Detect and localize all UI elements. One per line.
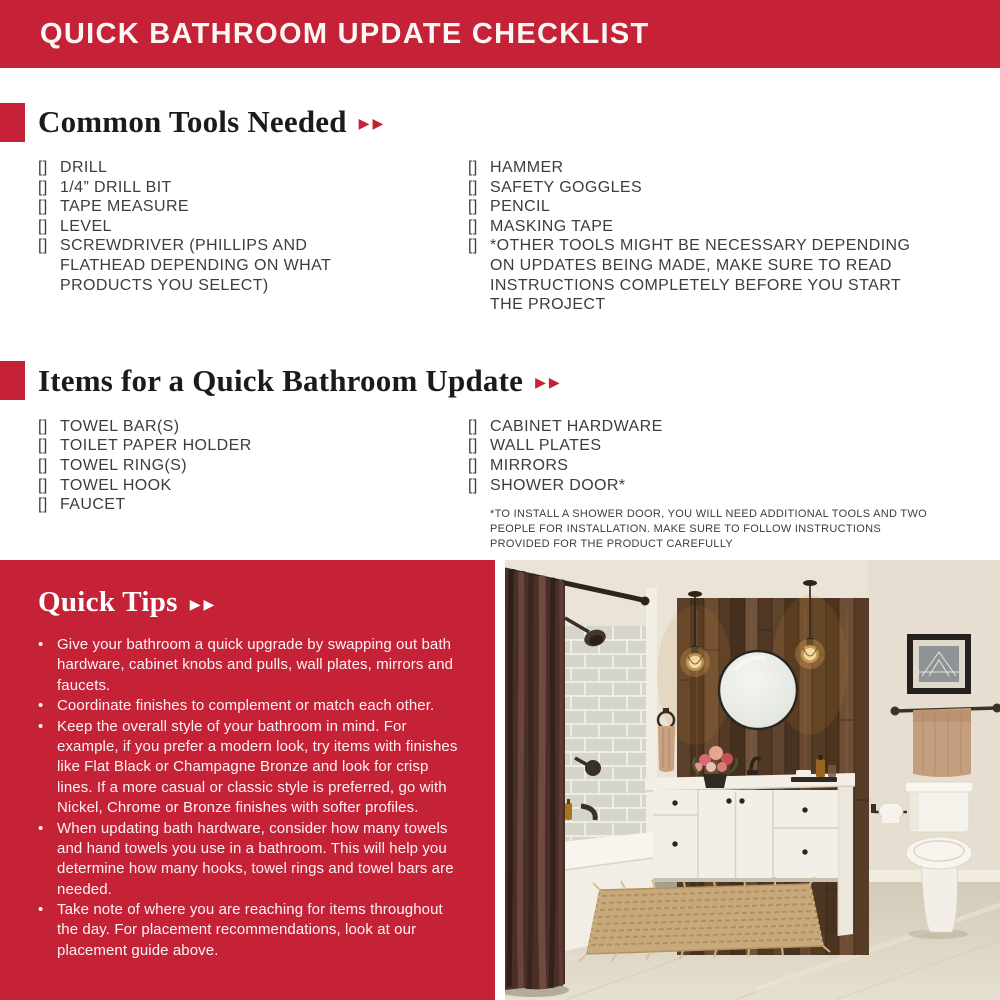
checkbox-icon[interactable]: [] bbox=[38, 159, 48, 176]
checklist-item bbox=[468, 456, 1000, 476]
shower-tile-wall bbox=[557, 588, 657, 876]
section-title-text: Common Tools Needed bbox=[38, 104, 347, 139]
bullet-icon: • bbox=[38, 717, 44, 735]
checkbox-icon[interactable]: [] bbox=[38, 496, 48, 514]
checklist-item bbox=[468, 236, 1000, 314]
tips-title bbox=[38, 586, 217, 619]
checklist-item-label: SHOWER DOOR* bbox=[490, 476, 626, 494]
tips-list bbox=[38, 635, 467, 961]
double-arrow-icon: ▶▶ bbox=[358, 116, 387, 132]
tools-columns bbox=[0, 158, 1000, 315]
checklist-item-label: DRILL bbox=[60, 159, 108, 176]
checklist-item bbox=[468, 476, 1000, 496]
checkbox-icon[interactable]: [] bbox=[468, 476, 478, 494]
checklist-item-label: MIRRORS bbox=[490, 456, 569, 474]
checkbox-icon[interactable]: [] bbox=[38, 198, 48, 216]
checkbox-icon[interactable]: [] bbox=[38, 217, 48, 235]
checklist-item-label: PENCIL bbox=[490, 198, 551, 216]
tip-item bbox=[38, 696, 467, 716]
checklist-item bbox=[38, 456, 468, 476]
tips-title-text: Quick Tips bbox=[38, 586, 178, 618]
page-title: QUICK BATHROOM UPDATE CHECKLIST bbox=[40, 17, 650, 50]
items-right-column bbox=[468, 417, 1000, 553]
red-accent-bar bbox=[0, 361, 25, 400]
tools-right-list bbox=[468, 158, 1000, 315]
bullet-icon: • bbox=[38, 819, 44, 837]
checklist-item-label: TOILET PAPER HOLDER bbox=[60, 437, 252, 455]
title-banner bbox=[0, 0, 1000, 68]
double-arrow-icon: ▶▶ bbox=[189, 596, 218, 613]
checklist-item bbox=[38, 178, 468, 198]
bullet-icon: • bbox=[38, 901, 44, 919]
checklist-item-label: CABINET HARDWARE bbox=[490, 417, 663, 435]
tip-text: When updating bath hardware, consider how many towels and hand towels you use in a bathroom. This will help you determine how many hooks, towel rings and towel bars are needed. bbox=[57, 819, 454, 898]
checkbox-icon[interactable]: [] bbox=[38, 456, 48, 474]
checkbox-icon[interactable]: [] bbox=[38, 178, 48, 196]
tip-text: Give your bathroom a quick upgrade by swapping out bath hardware, cabinet knobs and pulls, wall plates, mirrors and faucets. bbox=[57, 636, 454, 694]
section-title-text: Items for a Quick Bathroom Update bbox=[38, 362, 524, 398]
round-mirror bbox=[719, 651, 797, 729]
tip-item bbox=[38, 635, 467, 696]
shower-door-footnote: *TO INSTALL A SHOWER DOOR, YOU WILL NEED ADDITIONAL TOOLS AND TWO PEOPLE FOR INSTALLATION. MAKE SURE TO FOLLOW INSTRUCTIONS PROVIDED FOR THE PRODUCT CAREFULLY bbox=[490, 508, 927, 551]
checklist-item-label: TAPE MEASURE bbox=[60, 198, 189, 216]
tip-item bbox=[38, 900, 467, 961]
bathroom-photo bbox=[505, 560, 1000, 1000]
tip-text: Take note of where you are reaching for items throughout the day. For placement recommendations, look at our placement guide above. bbox=[57, 901, 443, 959]
tips-header bbox=[38, 586, 467, 619]
checklist-item bbox=[38, 476, 468, 496]
checklist-item-label: FAUCET bbox=[60, 496, 126, 514]
section-update-items bbox=[0, 361, 1000, 553]
section-header bbox=[0, 361, 1000, 401]
checkbox-icon[interactable]: [] bbox=[38, 476, 48, 494]
checklist-item-label: 1/4” DRILL BIT bbox=[60, 178, 172, 196]
checklist-item-label: MASKING TAPE bbox=[490, 217, 614, 235]
checkbox-icon[interactable]: [] bbox=[38, 437, 48, 455]
checklist-item bbox=[38, 436, 468, 456]
checklist-item-label: LEVEL bbox=[60, 217, 112, 235]
checklist-item bbox=[468, 197, 1000, 217]
bullet-icon: • bbox=[38, 636, 44, 653]
checkbox-icon[interactable]: [] bbox=[468, 159, 478, 176]
checkbox-icon[interactable]: [] bbox=[468, 417, 478, 435]
photo-divider bbox=[495, 560, 505, 1000]
checklist-item bbox=[468, 178, 1000, 198]
items-right-list bbox=[468, 417, 1000, 495]
checklist-item-label: TOWEL BAR(S) bbox=[60, 417, 180, 435]
tip-item bbox=[38, 717, 467, 819]
checklist-item bbox=[38, 158, 468, 178]
checklist-item-label: SCREWDRIVER (PHILLIPS AND FLATHEAD DEPENDING ON WHAT PRODUCTS YOU SELECT) bbox=[60, 237, 331, 294]
framed-art bbox=[907, 634, 971, 694]
checkbox-icon[interactable]: [] bbox=[38, 417, 48, 435]
checkbox-icon[interactable]: [] bbox=[468, 456, 478, 474]
checklist-item bbox=[38, 417, 468, 437]
checklist-item-label: SAFETY GOGGLES bbox=[490, 178, 643, 196]
checklist-item bbox=[468, 158, 1000, 178]
checkbox-icon[interactable]: [] bbox=[468, 437, 478, 455]
items-columns bbox=[0, 417, 1000, 553]
checklist-item-label: TOWEL HOOK bbox=[60, 476, 172, 494]
checklist-item-label: HAMMER bbox=[490, 159, 564, 176]
checklist-item bbox=[38, 217, 468, 237]
bottom-row bbox=[0, 560, 1000, 1000]
shower-curtain bbox=[505, 568, 569, 997]
checklist-item bbox=[468, 436, 1000, 456]
red-accent-bar bbox=[0, 103, 25, 142]
checkbox-icon[interactable]: [] bbox=[468, 217, 478, 235]
checklist-item-label: WALL PLATES bbox=[490, 437, 602, 455]
tools-left-list bbox=[38, 158, 468, 315]
tip-item bbox=[38, 819, 467, 901]
checklist-item bbox=[38, 495, 468, 515]
checkbox-icon[interactable]: [] bbox=[468, 178, 478, 196]
items-left-list bbox=[38, 417, 468, 553]
checkbox-icon[interactable]: [] bbox=[468, 237, 478, 255]
checkbox-icon[interactable]: [] bbox=[38, 237, 48, 255]
section-common-tools bbox=[0, 102, 1000, 315]
section-title-common-tools bbox=[38, 104, 386, 140]
section-title-update-items bbox=[38, 363, 563, 399]
bullet-icon: • bbox=[38, 697, 44, 715]
checklist-item-label: TOWEL RING(S) bbox=[60, 456, 187, 474]
checkbox-icon[interactable]: [] bbox=[468, 198, 478, 216]
checklist-item bbox=[38, 197, 468, 217]
double-arrow-icon: ▶▶ bbox=[535, 374, 563, 391]
checklist-item-label: *OTHER TOOLS MIGHT BE NECESSARY DEPENDING ON UPDATES BEING MADE, MAKE SURE TO READ INSTRUCTIONS COMPLETELY BEFORE YOU START THE PROJECT bbox=[490, 237, 911, 314]
tip-text: Coordinate finishes to complement or match each other. bbox=[57, 697, 435, 715]
section-header bbox=[0, 102, 1000, 142]
quick-tips-panel bbox=[0, 560, 495, 1000]
checklist-item bbox=[468, 417, 1000, 437]
tip-text: Keep the overall style of your bathroom in mind. For example, if you prefer a modern look, try items with finishes like Flat Black or Champagne Bronze and look for crisp lines. If a more casual or classic style is preferred, go with Nickel, Chrome or Bronze finishes with softer profiles. bbox=[57, 717, 458, 817]
checklist-item bbox=[468, 217, 1000, 237]
checklist-item bbox=[38, 236, 468, 295]
